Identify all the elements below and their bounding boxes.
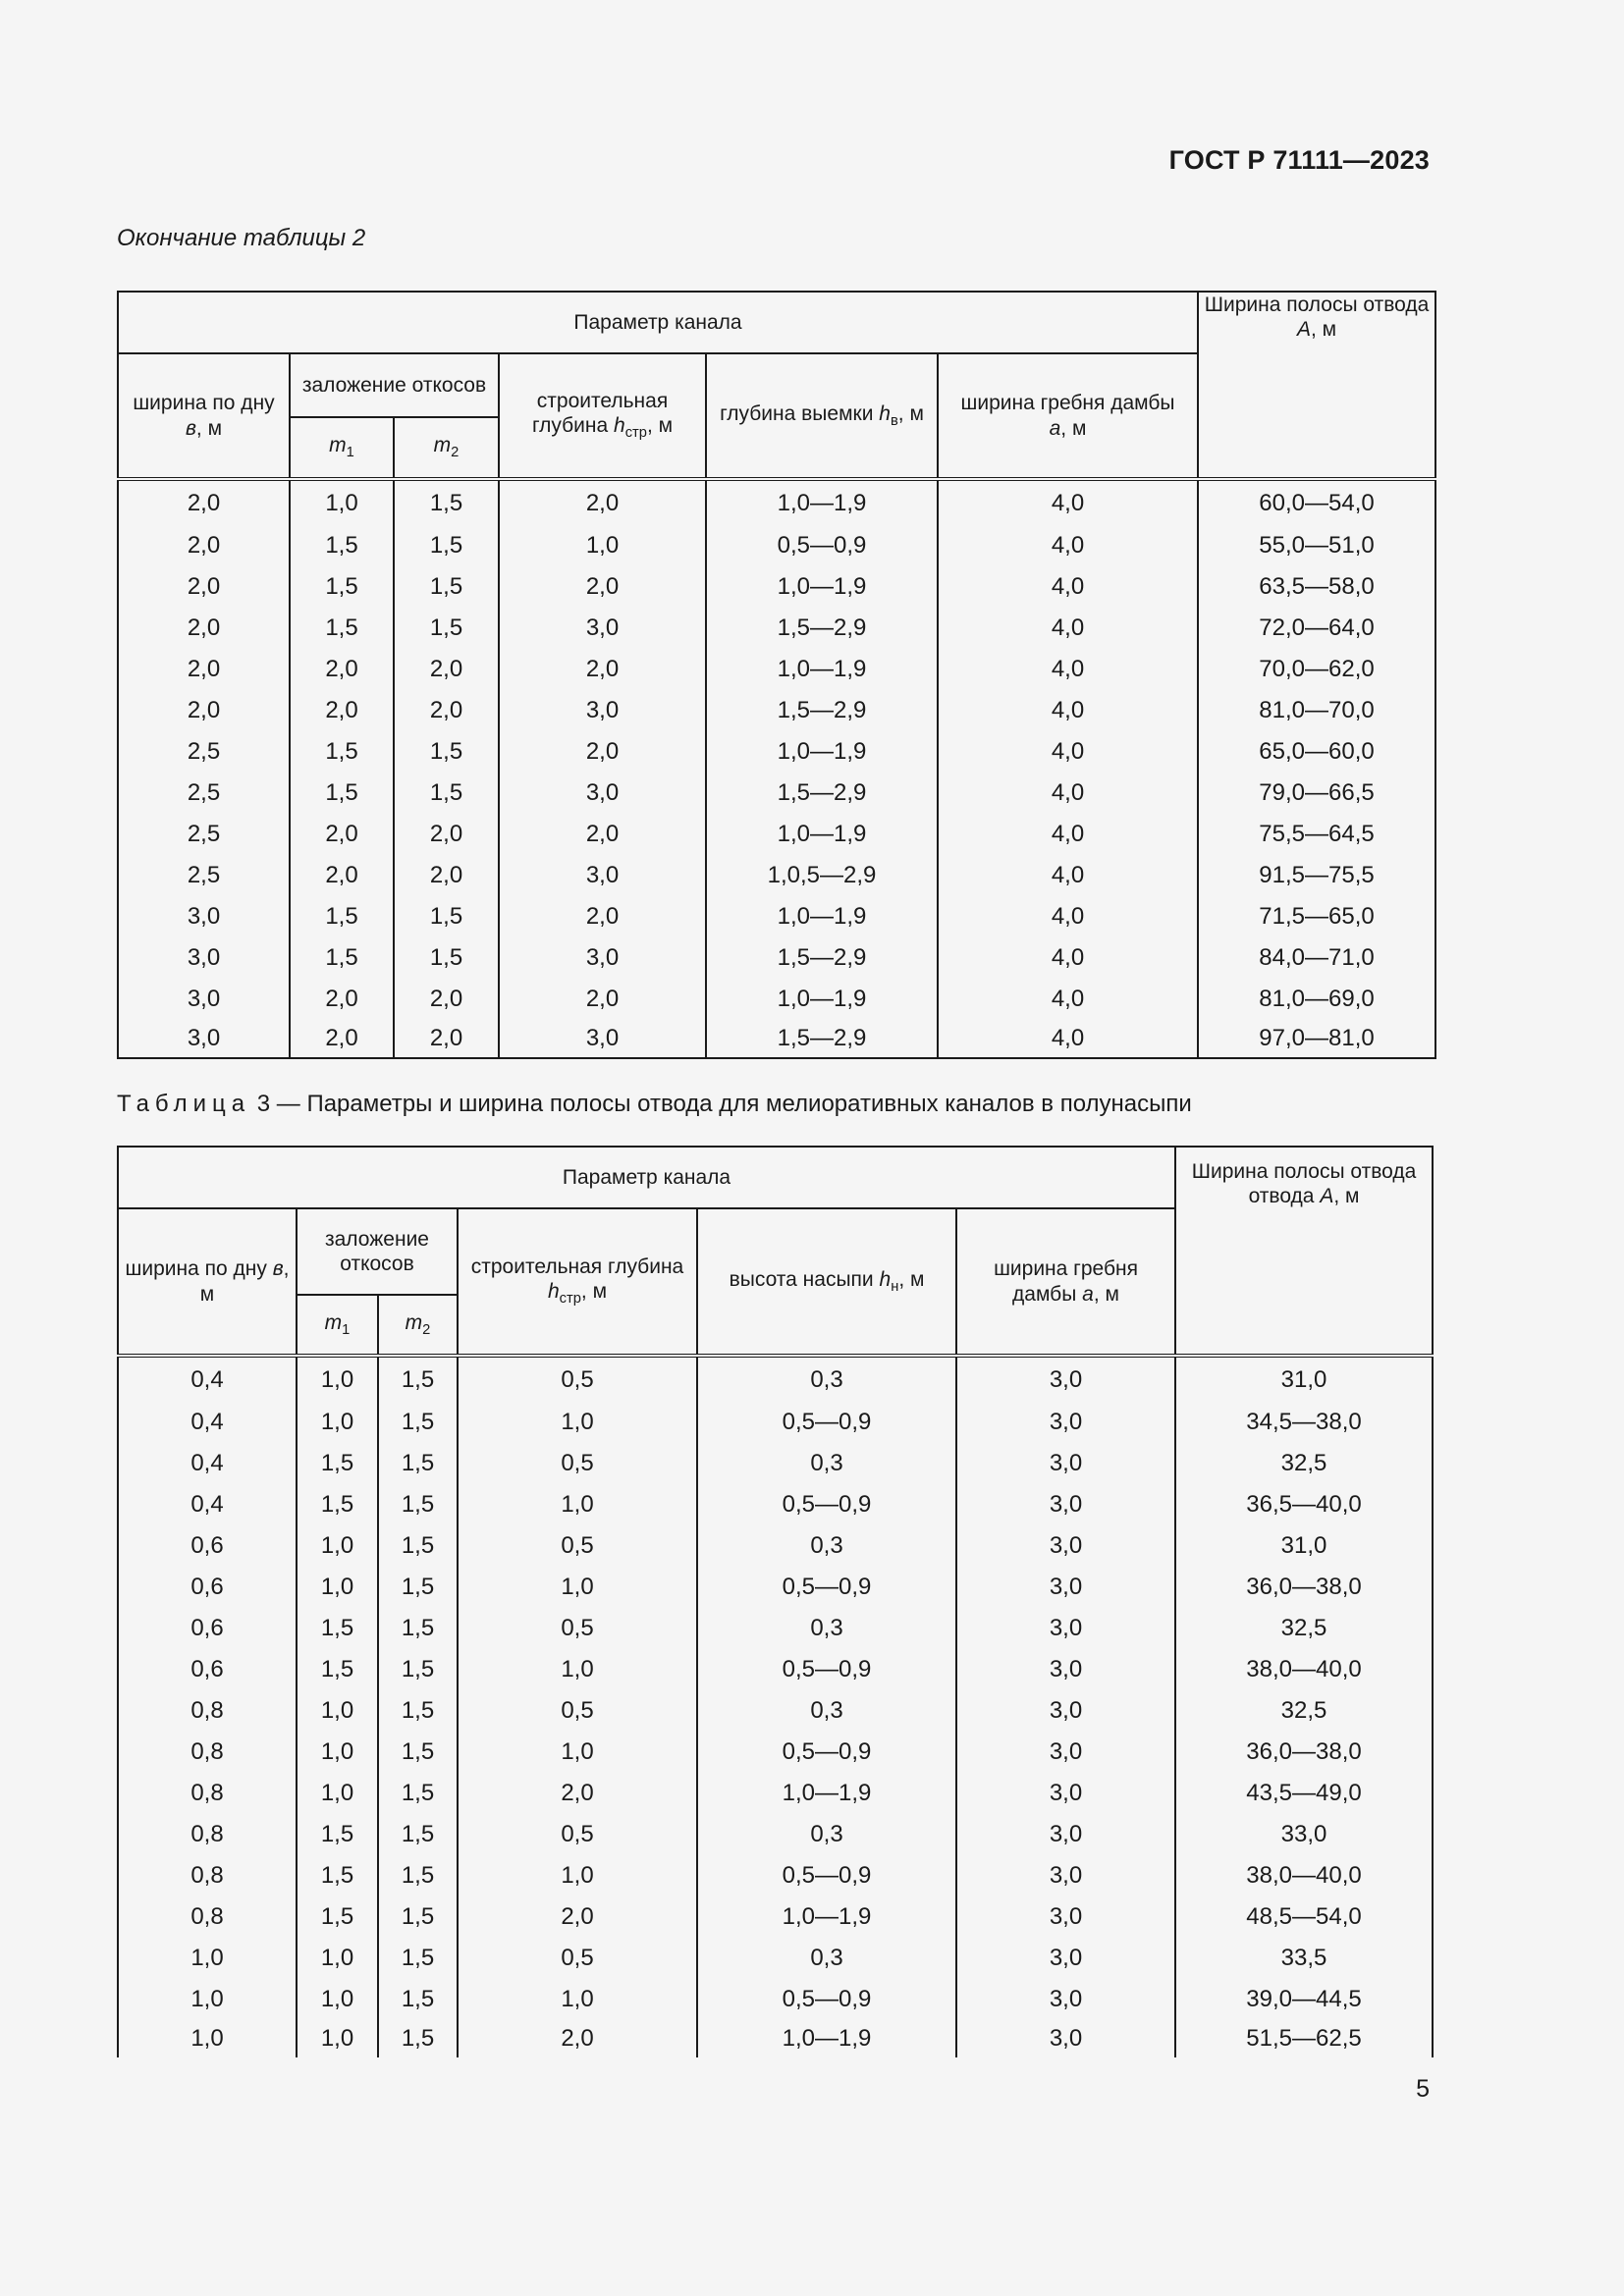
table-cell: 1,0 bbox=[297, 2020, 378, 2057]
table-row bbox=[118, 690, 1435, 731]
table-cell: 1,5 bbox=[378, 1402, 458, 1443]
table-cell: 1,5 bbox=[378, 1732, 458, 1773]
table-cell: 2,0 bbox=[458, 2020, 697, 2057]
table-cell: 2,0 bbox=[290, 690, 394, 731]
table-cell: 0,5 bbox=[458, 1938, 697, 1979]
table-cell: 3,0 bbox=[499, 608, 706, 649]
table-cell: 75,5—64,5 bbox=[1198, 814, 1435, 855]
table-cell: 1,5 bbox=[378, 1773, 458, 1814]
table-cell: 0,3 bbox=[697, 1608, 956, 1649]
table-cell: 72,0—64,0 bbox=[1198, 608, 1435, 649]
standard-designation: ГОСТ Р 71111—2023 bbox=[1168, 145, 1430, 175]
table-cell: 4,0 bbox=[938, 896, 1198, 937]
table-cell: 4,0 bbox=[938, 814, 1198, 855]
table-cell: 1,5 bbox=[378, 1608, 458, 1649]
table-cell: 0,6 bbox=[118, 1608, 297, 1649]
table-cell: 0,5—0,9 bbox=[697, 1484, 956, 1525]
table-row bbox=[118, 731, 1435, 773]
table-row bbox=[118, 566, 1435, 608]
table-cell: 0,3 bbox=[697, 1356, 956, 1402]
table-cell: 1,5 bbox=[290, 937, 394, 979]
table-cell: 1,5 bbox=[297, 1855, 378, 1896]
table-cell: 1,5 bbox=[378, 1896, 458, 1938]
table-cell: 3,0 bbox=[499, 855, 706, 896]
table-row bbox=[118, 1020, 1435, 1058]
table-cell: 1,5 bbox=[290, 731, 394, 773]
table-cell: 39,0—44,5 bbox=[1175, 1979, 1433, 2020]
table-row bbox=[118, 979, 1435, 1020]
table-row bbox=[118, 1773, 1433, 1814]
table-cell: 55,0—51,0 bbox=[1198, 525, 1435, 566]
table-cell: 0,5 bbox=[458, 1525, 697, 1567]
table-row bbox=[118, 1567, 1433, 1608]
table-cell: 2,0 bbox=[118, 690, 290, 731]
table-cell: 1,0 bbox=[297, 1402, 378, 1443]
table-cell: 1,5—2,9 bbox=[706, 690, 938, 731]
table-cell: 1,0 bbox=[458, 1402, 697, 1443]
table-row bbox=[118, 1484, 1433, 1525]
table-cell: 0,4 bbox=[118, 1402, 297, 1443]
table-cell: 2,0 bbox=[394, 855, 499, 896]
table-cell: 1,0—1,9 bbox=[706, 479, 938, 525]
table-cell: 0,5—0,9 bbox=[697, 1979, 956, 2020]
table-cell: 1,5 bbox=[378, 1567, 458, 1608]
table-cell: 4,0 bbox=[938, 608, 1198, 649]
table-cell: 1,5 bbox=[290, 608, 394, 649]
table-cell: 1,0 bbox=[290, 479, 394, 525]
table-cell: 38,0—40,0 bbox=[1175, 1855, 1433, 1896]
table-cell: 1,0 bbox=[297, 1773, 378, 1814]
table-cell: 81,0—70,0 bbox=[1198, 690, 1435, 731]
table-cell: 4,0 bbox=[938, 649, 1198, 690]
table-cell: 2,0 bbox=[499, 731, 706, 773]
header-m1: $m_1$ bbox=[290, 417, 394, 479]
table-row bbox=[118, 896, 1435, 937]
table-cell: 1,0 bbox=[118, 1938, 297, 1979]
table-cell: 0,8 bbox=[118, 1855, 297, 1896]
header-bottom-width: ширина по дну в, м bbox=[118, 1208, 297, 1356]
table-cell: 1,0—1,9 bbox=[697, 1773, 956, 1814]
table-cell: 1,0—1,9 bbox=[706, 979, 938, 1020]
table-cell: 0,8 bbox=[118, 1896, 297, 1938]
table-cell: 1,0 bbox=[458, 1567, 697, 1608]
table-cell: 34,5—38,0 bbox=[1175, 1402, 1433, 1443]
table-cell: 1,5 bbox=[290, 525, 394, 566]
table3-caption: Таблица 3 — Параметры и ширина полосы отвода для мелиоративных каналов в полунасыпи bbox=[117, 1091, 1192, 1117]
header-bottom-width: ширина по дну в, м bbox=[118, 353, 290, 479]
table-cell: 3,0 bbox=[118, 1020, 290, 1058]
header-crest-width: ширина гребня дамбы a, м bbox=[938, 353, 1198, 479]
table-cell: 2,5 bbox=[118, 814, 290, 855]
table-cell: 1,0 bbox=[458, 1649, 697, 1690]
table2 bbox=[117, 291, 1436, 1059]
table-cell: 2,0 bbox=[499, 896, 706, 937]
table-cell: 1,5 bbox=[394, 479, 499, 525]
table-cell: 3,0 bbox=[499, 937, 706, 979]
table-cell: 1,5 bbox=[290, 896, 394, 937]
table-row bbox=[118, 1979, 1433, 2020]
table-cell: 36,0—38,0 bbox=[1175, 1567, 1433, 1608]
table-cell: 2,0 bbox=[290, 855, 394, 896]
table-cell: 2,0 bbox=[394, 690, 499, 731]
table-cell: 1,0 bbox=[297, 1732, 378, 1773]
header-channel-parameter: Параметр канала bbox=[118, 1147, 1175, 1208]
table-cell: 4,0 bbox=[938, 937, 1198, 979]
table-cell: 4,0 bbox=[938, 979, 1198, 1020]
table-cell: 3,0 bbox=[956, 2020, 1175, 2057]
table-row bbox=[118, 1649, 1433, 1690]
table-cell: 2,0 bbox=[290, 649, 394, 690]
table-cell: 3,0 bbox=[499, 773, 706, 814]
table-cell: 3,0 bbox=[956, 1979, 1175, 2020]
table-cell: 3,0 bbox=[956, 1525, 1175, 1567]
table-row bbox=[118, 1690, 1433, 1732]
table-cell: 1,5 bbox=[297, 1814, 378, 1855]
table-cell: 4,0 bbox=[938, 566, 1198, 608]
table-cell: 1,5 bbox=[378, 1814, 458, 1855]
table-cell: 0,5 bbox=[458, 1814, 697, 1855]
table-cell: 1,0—1,9 bbox=[706, 649, 938, 690]
table-cell: 2,0 bbox=[290, 979, 394, 1020]
table-cell: 4,0 bbox=[938, 855, 1198, 896]
table-row bbox=[118, 773, 1435, 814]
table-cell: 1,0 bbox=[297, 1525, 378, 1567]
table-row bbox=[118, 937, 1435, 979]
table-cell: 51,5—62,5 bbox=[1175, 2020, 1433, 2057]
table-cell: 2,0 bbox=[394, 979, 499, 1020]
table-cell: 0,5—0,9 bbox=[697, 1402, 956, 1443]
header-strip-width: Ширина полосы отвода отвода A, м bbox=[1175, 1147, 1433, 1356]
table-row bbox=[118, 1443, 1433, 1484]
table-cell: 1,0 bbox=[458, 1732, 697, 1773]
table-cell: 0,5 bbox=[458, 1690, 697, 1732]
table-cell: 1,5—2,9 bbox=[706, 608, 938, 649]
header-strip-width: Ширина полосы отвода A, м bbox=[1198, 292, 1435, 479]
table2-continuation-caption: Окончание таблицы 2 bbox=[117, 225, 366, 251]
table-cell: 1,5 bbox=[378, 1649, 458, 1690]
table-cell: 1,0 bbox=[297, 1690, 378, 1732]
table-cell: 1,5 bbox=[394, 937, 499, 979]
table-cell: 0,4 bbox=[118, 1484, 297, 1525]
table-cell: 4,0 bbox=[938, 690, 1198, 731]
table-cell: 2,0 bbox=[118, 479, 290, 525]
table-cell: 3,0 bbox=[956, 1814, 1175, 1855]
header-slopes: заложение откосов bbox=[297, 1208, 458, 1295]
table-cell: 1,0 bbox=[297, 1979, 378, 2020]
table-cell: 3,0 bbox=[956, 1402, 1175, 1443]
table-cell: 4,0 bbox=[938, 731, 1198, 773]
table-cell: 4,0 bbox=[938, 1020, 1198, 1058]
table-cell: 1,5 bbox=[378, 1979, 458, 2020]
table-cell: 3,0 bbox=[118, 896, 290, 937]
table-cell: 3,0 bbox=[956, 1855, 1175, 1896]
table-cell: 81,0—69,0 bbox=[1198, 979, 1435, 1020]
table-cell: 1,5 bbox=[378, 1690, 458, 1732]
table-cell: 38,0—40,0 bbox=[1175, 1649, 1433, 1690]
table-cell: 1,5 bbox=[297, 1649, 378, 1690]
table-row bbox=[118, 1525, 1433, 1567]
table-cell: 2,0 bbox=[290, 814, 394, 855]
table-cell: 1,5 bbox=[378, 1356, 458, 1402]
table-cell: 3,0 bbox=[118, 937, 290, 979]
table-cell: 0,5—0,9 bbox=[697, 1855, 956, 1896]
table-cell: 3,0 bbox=[956, 1732, 1175, 1773]
table-cell: 71,5—65,0 bbox=[1198, 896, 1435, 937]
table-cell: 31,0 bbox=[1175, 1525, 1433, 1567]
table-cell: 3,0 bbox=[956, 1773, 1175, 1814]
table-cell: 1,5 bbox=[290, 773, 394, 814]
table-cell: 33,5 bbox=[1175, 1938, 1433, 1979]
table-cell: 1,5 bbox=[394, 773, 499, 814]
table-cell: 48,5—54,0 bbox=[1175, 1896, 1433, 1938]
table-cell: 0,5 bbox=[458, 1608, 697, 1649]
header-crest-width: ширина гребня дамбы a, м bbox=[956, 1208, 1175, 1356]
table-cell: 1,0,5—2,9 bbox=[706, 855, 938, 896]
table-cell: 1,5 bbox=[378, 1938, 458, 1979]
table-cell: 3,0 bbox=[956, 1938, 1175, 1979]
table-cell: 33,0 bbox=[1175, 1814, 1433, 1855]
table-cell: 0,4 bbox=[118, 1443, 297, 1484]
table-cell: 0,8 bbox=[118, 1814, 297, 1855]
table-cell: 1,0 bbox=[458, 1979, 697, 2020]
table-cell: 0,3 bbox=[697, 1443, 956, 1484]
table-row bbox=[118, 855, 1435, 896]
table-cell: 79,0—66,5 bbox=[1198, 773, 1435, 814]
table-cell: 1,5—2,9 bbox=[706, 937, 938, 979]
table-cell: 3,0 bbox=[956, 1649, 1175, 1690]
table-cell: 2,0 bbox=[290, 1020, 394, 1058]
table-cell: 1,0—1,9 bbox=[697, 2020, 956, 2057]
table-cell: 0,4 bbox=[118, 1356, 297, 1402]
table-cell: 70,0—62,0 bbox=[1198, 649, 1435, 690]
table-cell: 1,5 bbox=[297, 1896, 378, 1938]
table-cell: 1,5 bbox=[297, 1484, 378, 1525]
header-excavation-depth: глубина выемки $h_в$, м bbox=[706, 353, 938, 479]
table-cell: 0,5—0,9 bbox=[697, 1732, 956, 1773]
table-cell: 3,0 bbox=[956, 1690, 1175, 1732]
table-cell: 84,0—71,0 bbox=[1198, 937, 1435, 979]
table-cell: 3,0 bbox=[956, 1567, 1175, 1608]
table3 bbox=[117, 1146, 1434, 2057]
table-cell: 3,0 bbox=[499, 1020, 706, 1058]
table-cell: 1,5 bbox=[297, 1443, 378, 1484]
table-cell: 0,6 bbox=[118, 1567, 297, 1608]
table-row bbox=[118, 1814, 1433, 1855]
table-cell: 4,0 bbox=[938, 479, 1198, 525]
table-row bbox=[118, 1356, 1433, 1402]
table-cell: 63,5—58,0 bbox=[1198, 566, 1435, 608]
table-cell: 4,0 bbox=[938, 773, 1198, 814]
table-cell: 1,0 bbox=[297, 1938, 378, 1979]
table-row bbox=[118, 1402, 1433, 1443]
table-cell: 2,0 bbox=[394, 649, 499, 690]
table-cell: 1,5—2,9 bbox=[706, 1020, 938, 1058]
table-cell: 3,0 bbox=[118, 979, 290, 1020]
table-cell: 1,0—1,9 bbox=[706, 731, 938, 773]
table-cell: 3,0 bbox=[956, 1896, 1175, 1938]
page-number: 5 bbox=[1416, 2075, 1430, 2103]
table-cell: 1,5 bbox=[378, 1443, 458, 1484]
table-row bbox=[118, 1732, 1433, 1773]
table-cell: 1,0 bbox=[118, 1979, 297, 2020]
table-cell: 2,5 bbox=[118, 773, 290, 814]
table-row bbox=[118, 525, 1435, 566]
table-cell: 0,5—0,9 bbox=[706, 525, 938, 566]
table-cell: 91,5—75,5 bbox=[1198, 855, 1435, 896]
table-cell: 2,0 bbox=[499, 649, 706, 690]
table-cell: 1,5 bbox=[378, 2020, 458, 2057]
table-cell: 2,0 bbox=[394, 1020, 499, 1058]
table-cell: 0,3 bbox=[697, 1690, 956, 1732]
table-cell: 65,0—60,0 bbox=[1198, 731, 1435, 773]
table-cell: 1,0 bbox=[297, 1567, 378, 1608]
table-cell: 1,0—1,9 bbox=[706, 896, 938, 937]
table-cell: 3,0 bbox=[956, 1484, 1175, 1525]
table-cell: 1,5 bbox=[394, 525, 499, 566]
table-cell: 2,5 bbox=[118, 731, 290, 773]
table-cell: 2,0 bbox=[499, 979, 706, 1020]
table-cell: 2,0 bbox=[458, 1896, 697, 1938]
table-cell: 2,0 bbox=[118, 649, 290, 690]
header-m2: $m_2$ bbox=[394, 417, 499, 479]
table-cell: 1,5 bbox=[394, 608, 499, 649]
table-cell: 1,5 bbox=[394, 566, 499, 608]
table-cell: 1,5—2,9 bbox=[706, 773, 938, 814]
table-cell: 1,0 bbox=[297, 1356, 378, 1402]
header-build-depth: строительная глубина $h_{стр}$, м bbox=[458, 1208, 697, 1356]
table-cell: 2,0 bbox=[499, 566, 706, 608]
table-cell: 1,0—1,9 bbox=[697, 1896, 956, 1938]
table-cell: 1,0—1,9 bbox=[706, 814, 938, 855]
table-cell: 97,0—81,0 bbox=[1198, 1020, 1435, 1058]
table-row bbox=[118, 1938, 1433, 1979]
header-m2: $m_2$ bbox=[378, 1295, 458, 1356]
header-m1: $m_1$ bbox=[297, 1295, 378, 1356]
table-cell: 0,5—0,9 bbox=[697, 1567, 956, 1608]
table-cell: 1,5 bbox=[290, 566, 394, 608]
header-embankment-height: высота насыпи $h_н$, м bbox=[697, 1208, 956, 1356]
table-cell: 4,0 bbox=[938, 525, 1198, 566]
table-cell: 3,0 bbox=[499, 690, 706, 731]
table-cell: 0,5—0,9 bbox=[697, 1649, 956, 1690]
table-row bbox=[118, 1855, 1433, 1896]
table-cell: 0,5 bbox=[458, 1443, 697, 1484]
table-cell: 0,8 bbox=[118, 1773, 297, 1814]
table-cell: 2,0 bbox=[499, 479, 706, 525]
table-cell: 0,5 bbox=[458, 1356, 697, 1402]
table-cell: 32,5 bbox=[1175, 1608, 1433, 1649]
header-slopes: заложение откосов bbox=[290, 353, 499, 417]
table-cell: 31,0 bbox=[1175, 1356, 1433, 1402]
table-row bbox=[118, 814, 1435, 855]
table-row bbox=[118, 479, 1435, 525]
table-cell: 2,0 bbox=[118, 525, 290, 566]
table-cell: 3,0 bbox=[956, 1356, 1175, 1402]
table-cell: 43,5—49,0 bbox=[1175, 1773, 1433, 1814]
table-cell: 60,0—54,0 bbox=[1198, 479, 1435, 525]
table-cell: 0,6 bbox=[118, 1525, 297, 1567]
table-cell: 1,5 bbox=[394, 731, 499, 773]
table-cell: 0,6 bbox=[118, 1649, 297, 1690]
table-cell: 0,3 bbox=[697, 1525, 956, 1567]
table-cell: 0,3 bbox=[697, 1814, 956, 1855]
table-cell: 2,0 bbox=[118, 608, 290, 649]
table-cell: 2,0 bbox=[118, 566, 290, 608]
table-cell: 1,5 bbox=[297, 1608, 378, 1649]
table-cell: 2,0 bbox=[458, 1773, 697, 1814]
table-cell: 1,5 bbox=[378, 1855, 458, 1896]
table-cell: 36,0—38,0 bbox=[1175, 1732, 1433, 1773]
table-cell: 32,5 bbox=[1175, 1690, 1433, 1732]
table-cell: 1,0 bbox=[458, 1484, 697, 1525]
table-cell: 36,5—40,0 bbox=[1175, 1484, 1433, 1525]
table-cell: 3,0 bbox=[956, 1608, 1175, 1649]
table-row bbox=[118, 1608, 1433, 1649]
table-cell: 1,5 bbox=[394, 896, 499, 937]
table-cell: 2,5 bbox=[118, 855, 290, 896]
table-cell: 1,0 bbox=[499, 525, 706, 566]
header-channel-parameter: Параметр канала bbox=[118, 292, 1198, 353]
table-cell: 0,8 bbox=[118, 1690, 297, 1732]
table-cell: 1,5 bbox=[378, 1525, 458, 1567]
table-cell: 1,5 bbox=[378, 1484, 458, 1525]
table-cell: 1,0—1,9 bbox=[706, 566, 938, 608]
table-cell: 0,3 bbox=[697, 1938, 956, 1979]
table-cell: 1,0 bbox=[458, 1855, 697, 1896]
table-cell: 1,0 bbox=[118, 2020, 297, 2057]
table-cell: 3,0 bbox=[956, 1443, 1175, 1484]
table-row bbox=[118, 2020, 1433, 2057]
table-row bbox=[118, 1896, 1433, 1938]
table-row bbox=[118, 608, 1435, 649]
table-cell: 2,0 bbox=[499, 814, 706, 855]
header-build-depth: строительная глубина $h_{стр}$, м bbox=[499, 353, 706, 479]
table-cell: 0,8 bbox=[118, 1732, 297, 1773]
table-cell: 32,5 bbox=[1175, 1443, 1433, 1484]
table-cell: 2,0 bbox=[394, 814, 499, 855]
table-row bbox=[118, 649, 1435, 690]
